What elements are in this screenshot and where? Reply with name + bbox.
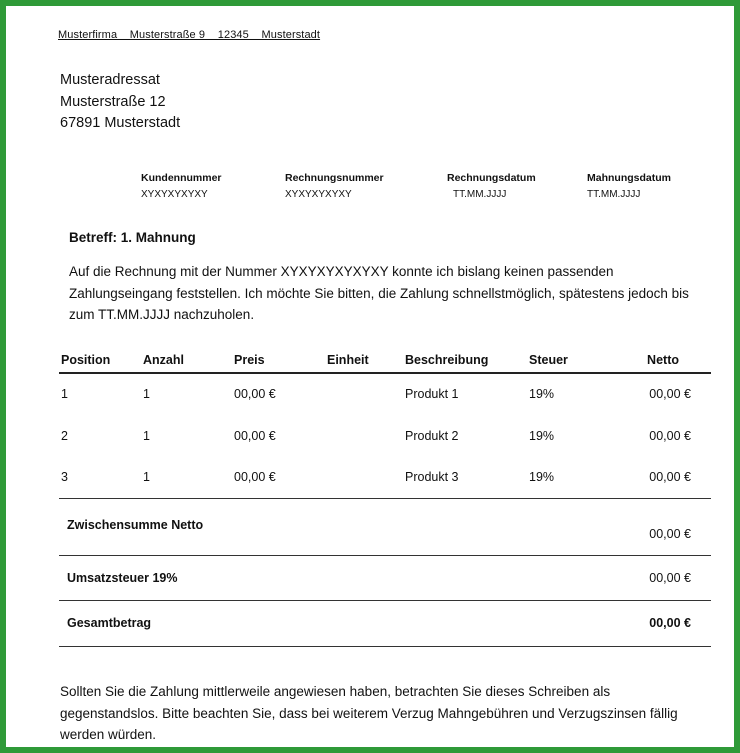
tax-label: Umsatzsteuer 19%: [67, 571, 178, 585]
recipient-name: Musteradressat: [60, 72, 160, 88]
meta-value: XYXYXYXYXY: [141, 189, 208, 200]
cell-anzahl: 1: [143, 429, 150, 443]
cell-preis: 00,00 €: [234, 429, 276, 443]
meta-customer-number: [141, 172, 222, 200]
intro-paragraph: Auf die Rechnung mit der Nummer XYXYXYXYXYXY konnte ich bislang keinen passenden Zahlungseingang feststellen. Ich möchte Sie bitten, die Zahlung schnellstmöglich, spätestens jedoch bis zum TT.MM.JJJJ nachzuholen.: [69, 264, 689, 322]
tax-value: 00,00 €: [649, 571, 691, 585]
cell-netto: 00,00 €: [649, 429, 691, 443]
meta-label: Mahnungsdatum: [587, 172, 671, 184]
header-position: Position: [61, 353, 111, 367]
cell-position: 2: [61, 429, 68, 443]
meta-invoice-date: [447, 172, 536, 200]
meta-invoice-number: [285, 172, 384, 200]
subtotal-label: Zwischensumme Netto: [67, 518, 204, 532]
cell-beschreibung: Produkt 1: [405, 387, 459, 401]
meta-value: TT.MM.JJJJ: [453, 189, 507, 200]
recipient-street: Musterstraße 12: [60, 93, 166, 110]
cell-netto: 00,00 €: [649, 470, 691, 484]
header-preis: Preis: [234, 353, 265, 367]
meta-value: XYXYXYXYXY: [285, 189, 352, 200]
cell-preis: 00,00 €: [234, 387, 276, 401]
table-end-rule: [59, 498, 711, 499]
cell-preis: 00,00 €: [234, 470, 276, 484]
cell-position: 1: [61, 387, 68, 401]
total-rule: [59, 646, 711, 647]
table-header-rule: [59, 372, 711, 374]
meta-reminder-date: [587, 172, 671, 200]
cell-position: 3: [61, 470, 68, 484]
cell-anzahl: 1: [143, 387, 150, 401]
total-value: 00,00 €: [649, 616, 691, 630]
meta-label: Rechnungsdatum: [447, 172, 536, 184]
header-steuer: Steuer: [529, 353, 568, 367]
header-einheit: Einheit: [327, 353, 369, 367]
subtotal-rule: [59, 555, 711, 556]
cell-steuer: 19%: [529, 470, 555, 484]
cell-steuer: 19%: [529, 429, 555, 443]
meta-value: TT.MM.JJJJ: [587, 189, 641, 200]
recipient-address: [60, 70, 180, 135]
cell-beschreibung: Produkt 2: [405, 429, 459, 443]
recipient-city: 67891 Musterstadt: [60, 115, 181, 131]
cell-anzahl: 1: [143, 470, 150, 484]
total-label: Gesamtbetrag: [67, 616, 152, 630]
meta-label: Kundennummer: [141, 172, 222, 184]
cell-steuer: 19%: [529, 387, 555, 401]
footer-paragraph: Sollten Sie die Zahlung mittlerweile angewiesen haben, betrachten Sie dieses Schreiben als gegenstandslos. Bitte beachten Sie, dass bei weiterem Verzug Mahngebühren und Verzugszinsen fällig werden würden.: [60, 684, 678, 742]
tax-rule: [59, 600, 711, 601]
meta-label: Rechnungsnummer: [285, 172, 384, 184]
cell-netto: 00,00 €: [649, 387, 691, 401]
subtotal-value: 00,00 €: [649, 527, 691, 541]
header-anzahl: Anzahl: [143, 353, 184, 367]
sender-line: Musterfirma Musterstraße 9 12345 Musterstadt: [58, 29, 321, 41]
header-beschreibung: Beschreibung: [405, 353, 489, 367]
cell-beschreibung: Produkt 3: [405, 470, 459, 484]
header-netto: Netto: [647, 353, 679, 367]
subject-line: Betreff: 1. Mahnung: [69, 230, 196, 245]
